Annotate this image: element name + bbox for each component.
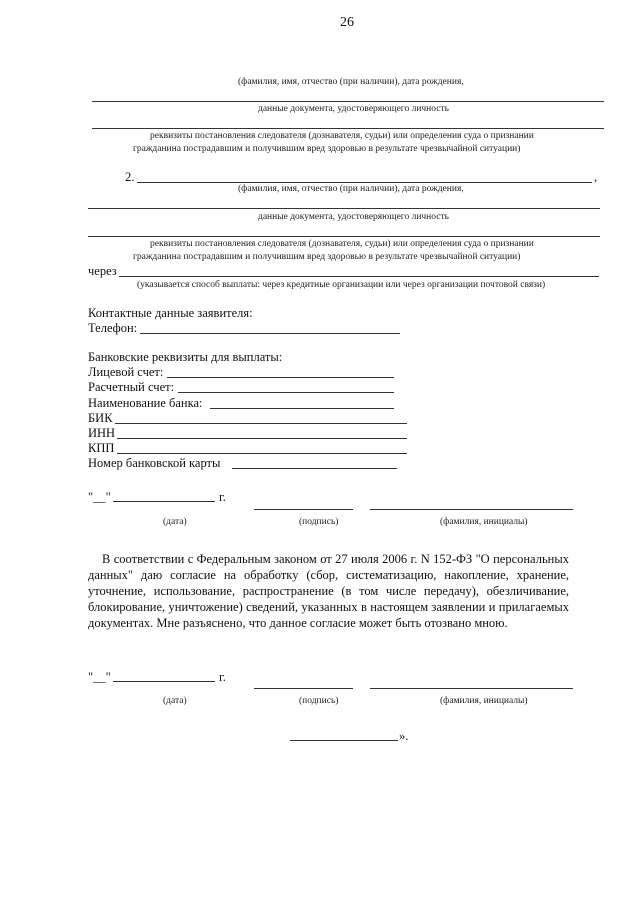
personal-account-label: Лицевой счет:	[88, 365, 164, 379]
caption-req1-1: реквизиты постановления следователя (дознавателя, судьи) или определения суда о признании	[150, 131, 534, 141]
name-line-2[interactable]	[370, 688, 573, 689]
caption-doc-1: данные документа, удостоверяющего личность	[258, 104, 449, 114]
bik-label: БИК	[88, 411, 113, 425]
inn-line[interactable]	[117, 438, 407, 439]
line-req-2[interactable]	[88, 236, 600, 237]
caption-name-2: (фамилия, инициалы)	[440, 696, 528, 706]
caption-req2-2: гражданина пострадавшим и получившим вред здоровью в результате чрезвычайной ситуации)	[133, 252, 521, 262]
inn-label: ИНН	[88, 426, 116, 440]
caption-name-1: (фамилия, инициалы)	[440, 517, 528, 527]
contacts-heading: Контактные данные заявителя:	[88, 306, 253, 320]
caption-req1-2: реквизиты постановления следователя (дознавателя, судьи) или определения суда о признании	[150, 239, 534, 249]
card-number-label: Номер банковской карты	[88, 456, 221, 470]
line-doc-2[interactable]	[88, 208, 600, 209]
caption-fio-1: (фамилия, имя, отчество (при наличии), дата рождения,	[238, 77, 464, 87]
kpp-label: КПП	[88, 441, 115, 455]
date-line-2[interactable]	[113, 681, 215, 682]
caption-sign-1: (подпись)	[299, 517, 339, 527]
caption-fio-2: (фамилия, имя, отчество (при наличии), дата рождения,	[238, 184, 464, 194]
closing-line[interactable]	[290, 740, 398, 741]
card-number-line[interactable]	[232, 468, 397, 469]
person-2-number: 2.	[125, 170, 135, 184]
person-2-comma: ,	[594, 170, 598, 184]
caption-date-1: (дата)	[163, 517, 187, 527]
bank-heading: Банковские реквизиты для выплаты:	[88, 350, 283, 364]
settlement-account-line[interactable]	[178, 392, 394, 393]
line-req-1[interactable]	[92, 128, 604, 129]
date-quote-1: "__"	[88, 490, 111, 504]
name-line-1[interactable]	[370, 509, 573, 510]
line-fio-2[interactable]	[137, 182, 592, 183]
bik-line[interactable]	[115, 423, 407, 424]
year-suffix-1: г.	[219, 490, 226, 504]
via-label: через	[88, 264, 117, 278]
year-suffix-2: г.	[219, 670, 226, 684]
bank-name-line[interactable]	[210, 408, 394, 409]
bank-name-label: Наименование банка:	[88, 396, 203, 410]
caption-sign-2: (подпись)	[299, 696, 339, 706]
sign-line-1[interactable]	[254, 509, 353, 510]
phone-line[interactable]	[140, 333, 400, 334]
sign-line-2[interactable]	[254, 688, 353, 689]
consent-text: В соответствии с Федеральным законом от 27 июля 2006 г. N 152-ФЗ "О персональных данных" даю согласие на обработку (сбор, систематизацию, накопление, хранение, уточнение, использование, распространение (в том числе передачу), обезличивание, блокирование, уничтожение) сведений, указанных в настоящем заявлении и прилагаемых документах. Мне разъяснено, что данное согласие может быть отозвано мною.	[88, 552, 569, 630]
date-line-1[interactable]	[113, 501, 215, 502]
personal-account-line[interactable]	[167, 377, 394, 378]
line-doc-1[interactable]	[92, 101, 604, 102]
caption-doc-2: данные документа, удостоверяющего личность	[258, 212, 449, 222]
settlement-account-label: Расчетный счет:	[88, 380, 175, 394]
date-quote-2: "__"	[88, 670, 111, 684]
closing-mark: ».	[399, 729, 409, 743]
caption-req2-1: гражданина пострадавшим и получившим вред здоровью в результате чрезвычайной ситуации)	[133, 144, 521, 154]
line-payment-method[interactable]	[119, 276, 599, 277]
caption-date-2: (дата)	[163, 696, 187, 706]
kpp-line[interactable]	[117, 453, 407, 454]
caption-payment-method: (указывается способ выплаты: через кредитные организации или через организации почтовой связи)	[137, 280, 546, 290]
page-number: 26	[340, 15, 354, 30]
phone-label: Телефон:	[88, 321, 138, 335]
